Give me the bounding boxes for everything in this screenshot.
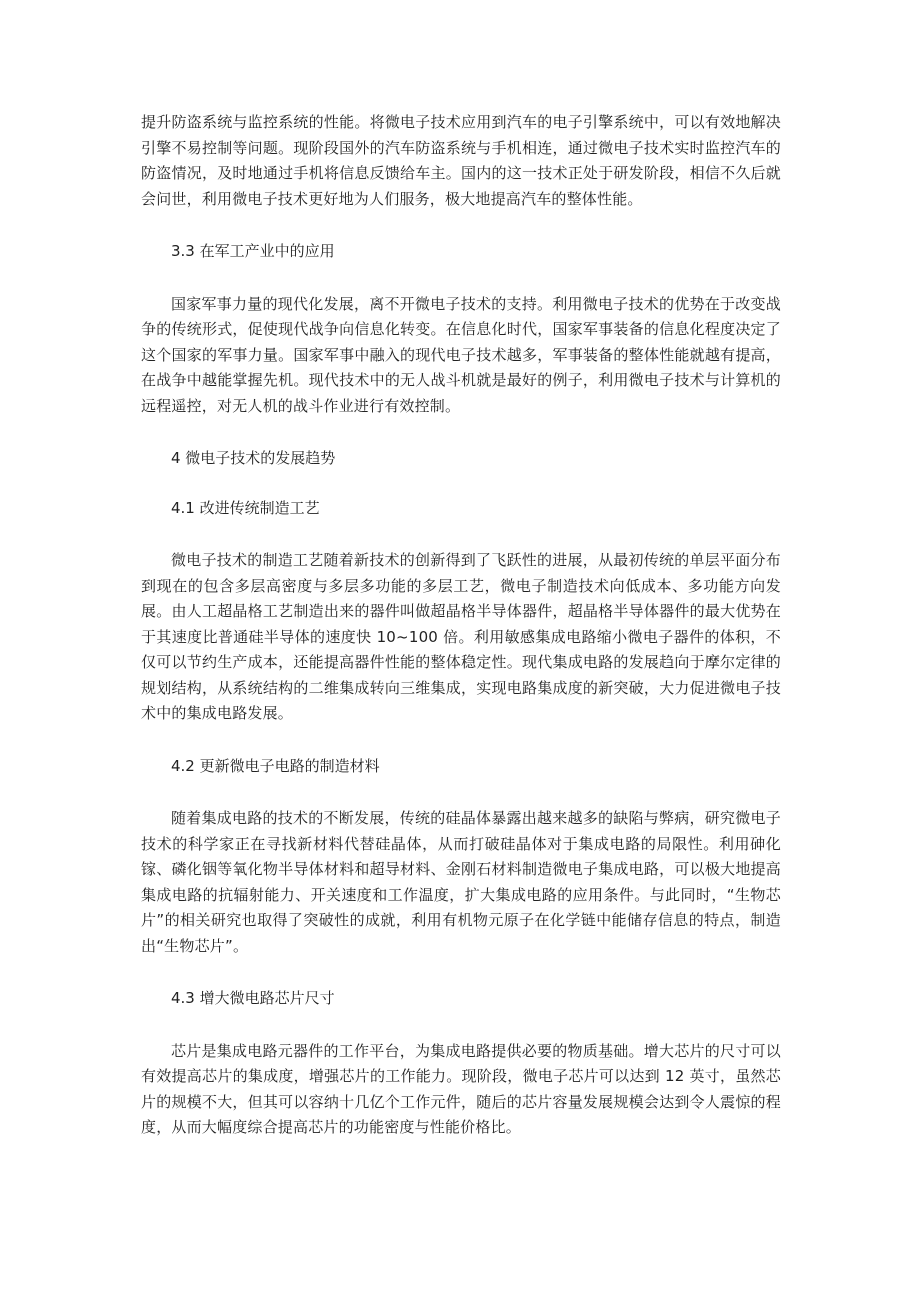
section-heading-4: 4 微电子技术的发展趋势 xyxy=(171,449,336,467)
paragraph-military: 国家军事力量的现代化发展，离不开微电子技术的支持。利用微电子技术的优势在于改变战争的传统形式，促使现代战争向信息化转变。在信息化时代，国家军事装备的信息化程度决定了这个国家的军事力量。国家军事中融入的现代电子技术越多，军事装备的整体性能就越有提高，在战争中越能掌握先机。现代技术中的无人战斗机就是最好的例子，利用微电子技术与计算机的远程遥控，对无人机的战斗作业进行有效控制。 xyxy=(141,294,781,415)
paragraph-manufacturing: 微电子技术的制造工艺随着新技术的创新得到了飞跃性的进展，从最初传统的单层平面分布到现在的包含多层高密度与多层多功能的多层工艺，微电子制造技术向低成本、多功能方向发展。由人工超晶格工艺制造出来的器件叫做超晶格半导体器件，超晶格半导体器件的最大优势在于其速度比普通硅半导体的速度快 10~100 倍。利用敏感集成电路缩小微电子器件的体积，不仅可以节约生产成本，还能提高器件性能的整体稳定性。现代集成电路的发展趋向于摩尔定律的规划结构，从系统结构的二维集成转向三维集成，实现电路集成度的新突破，大力促进微电子技术中的集成电路发展。 xyxy=(141,551,781,722)
paragraph-auto-security: 提升防盗系统与监控系统的性能。将微电子技术应用到汽车的电子引擎系统中，可以有效地解决引擎不易控制等问题。现阶段国外的汽车防盗系统与手机相连，通过微电子技术实时监控汽车的防盗情况，及时地通过手机将信息反馈给车主。国内的这一技术正处于研发阶段，相信不久后就会问世，利用微电子技术更好地为人们服务，极大地提高汽车的整体性能。 xyxy=(141,113,781,208)
paragraph-chip-size: 芯片是集成电路元器件的工作平台，为集成电路提供必要的物质基础。增大芯片的尺寸可以有效提高芯片的集成度，增强芯片的工作能力。现阶段，微电子芯片可以达到 12 英寸，虽然芯片的规模不大，但其可以容纳十几亿个工作元件，随后的芯片容量发展规模会达到令人震惊的程度，从而大幅度综合提高芯片的功能密度与性能价格比。 xyxy=(141,1041,781,1136)
section-heading-4-3: 4.3 增大微电路芯片尺寸 xyxy=(171,989,335,1007)
section-heading-4-2: 4.2 更新微电子电路的制造材料 xyxy=(171,756,380,775)
paragraph-materials: 随着集成电路的技术的不断发展，传统的硅晶体暴露出越来越多的缺陷与弊病，研究微电子技术的科学家正在寻找新材料代替硅晶体，从而打破硅晶体对于集成电路的局限性。利用砷化镓、磷化铟等氧化物半导体材料和超导材料、金刚石材料制造微电子集成电路，可以极大地提高集成电路的抗辐射能力、开关速度和工作温度，扩大集成电路的应用条件。与此同时，“生物芯片”的相关研究也取得了突破性的成就，利用有机物元原子在化学链中能储存信息的特点，制造出“生物芯片”。 xyxy=(141,809,781,955)
section-heading-4-1: 4.1 改进传统制造工艺 xyxy=(171,498,320,517)
section-heading-3-3: 3.3 在军工产业中的应用 xyxy=(171,242,335,260)
document-page xyxy=(141,110,781,1141)
